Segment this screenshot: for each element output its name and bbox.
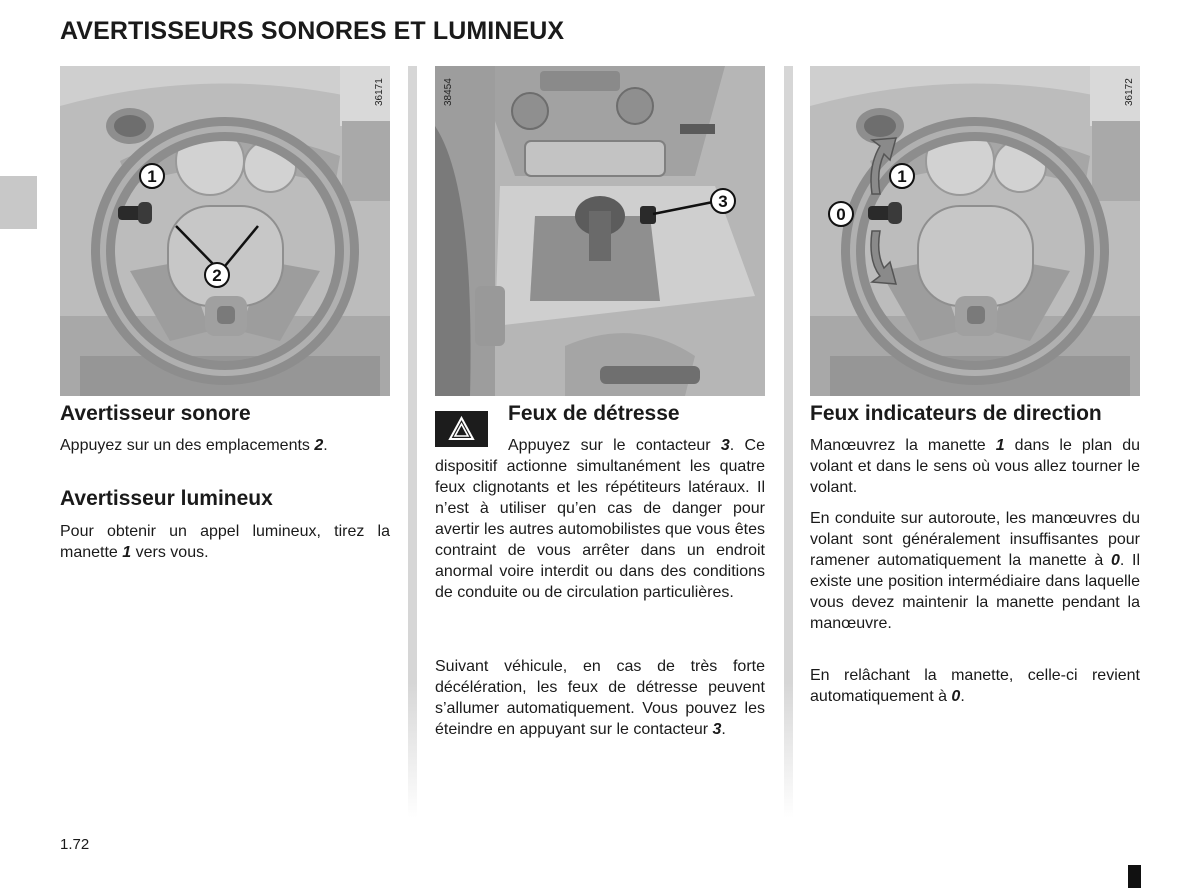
hazard-switch-illustration <box>435 66 765 396</box>
column-divider <box>784 66 793 818</box>
figure-reference: 38454 <box>443 78 454 106</box>
steering-wheel-illustration <box>60 66 390 396</box>
horn-paragraph: Appuyez sur un des emplacements 2. <box>60 437 328 454</box>
callout-0: 0 <box>836 205 846 224</box>
flash-heading: Avertisseur lumineux <box>60 487 273 510</box>
callout-3: 3 <box>718 192 728 211</box>
turn-indicator-illustration <box>810 66 1140 396</box>
hazard-paragraph-1: Appuyez sur le contacteur 3. Ce dispositif actionne simultanément les quatre feux clignotants et les répétiteurs latéraux. Il n’est à utiliser qu’en cas de danger pour avertir les autres automobilistes que vous êtes contraint de vous arrêter dans un endroit anormal voire interdit ou dans des conditions de conduite ou de circulation particulières. <box>435 437 766 601</box>
page-title: AVERTISSEURS SONORES ET LUMINEUX <box>60 17 565 45</box>
hazard-heading: Feux de détresse <box>508 402 680 425</box>
page-edge-marker <box>1128 865 1141 888</box>
callout-1: 1 <box>897 167 907 186</box>
column-divider <box>408 66 417 818</box>
figure-reference: 36171 <box>374 78 385 106</box>
chapter-tab <box>0 176 37 229</box>
indicators-paragraph-2: En conduite sur autoroute, les manœuvres du volant sont généralement insuffisantes pour ramener automatiquement la manette à 0. Il existe une position intermédiaire dans laquelle vous devez maintenir la manette pendant la manœuvre. <box>810 510 1140 632</box>
horn-heading: Avertisseur sonore <box>60 402 251 425</box>
hazard-paragraph-2: Suivant véhicule, en cas de très forte décélération, les feux de détresse peuvent s’allumer automatiquement. Vous pouvez les éteindre en appuyant sur le contacteur 3. <box>435 658 765 738</box>
indicators-paragraph-1: Manœuvrez la manette 1 dans le plan du volant et dans le sens où vous allez tourner le volant. <box>810 437 1140 496</box>
callout-1: 1 <box>147 167 157 186</box>
figure-reference: 36172 <box>1124 78 1135 106</box>
indicators-heading: Feux indicateurs de direction <box>810 402 1102 425</box>
flash-paragraph: Pour obtenir un appel lumineux, tirez la manette 1 vers vous. <box>60 523 390 561</box>
callout-2: 2 <box>212 266 222 285</box>
indicators-paragraph-3: En relâchant la manette, celle-ci revient automatiquement à 0. <box>810 667 1140 705</box>
page-number: 1.72 <box>60 836 90 853</box>
